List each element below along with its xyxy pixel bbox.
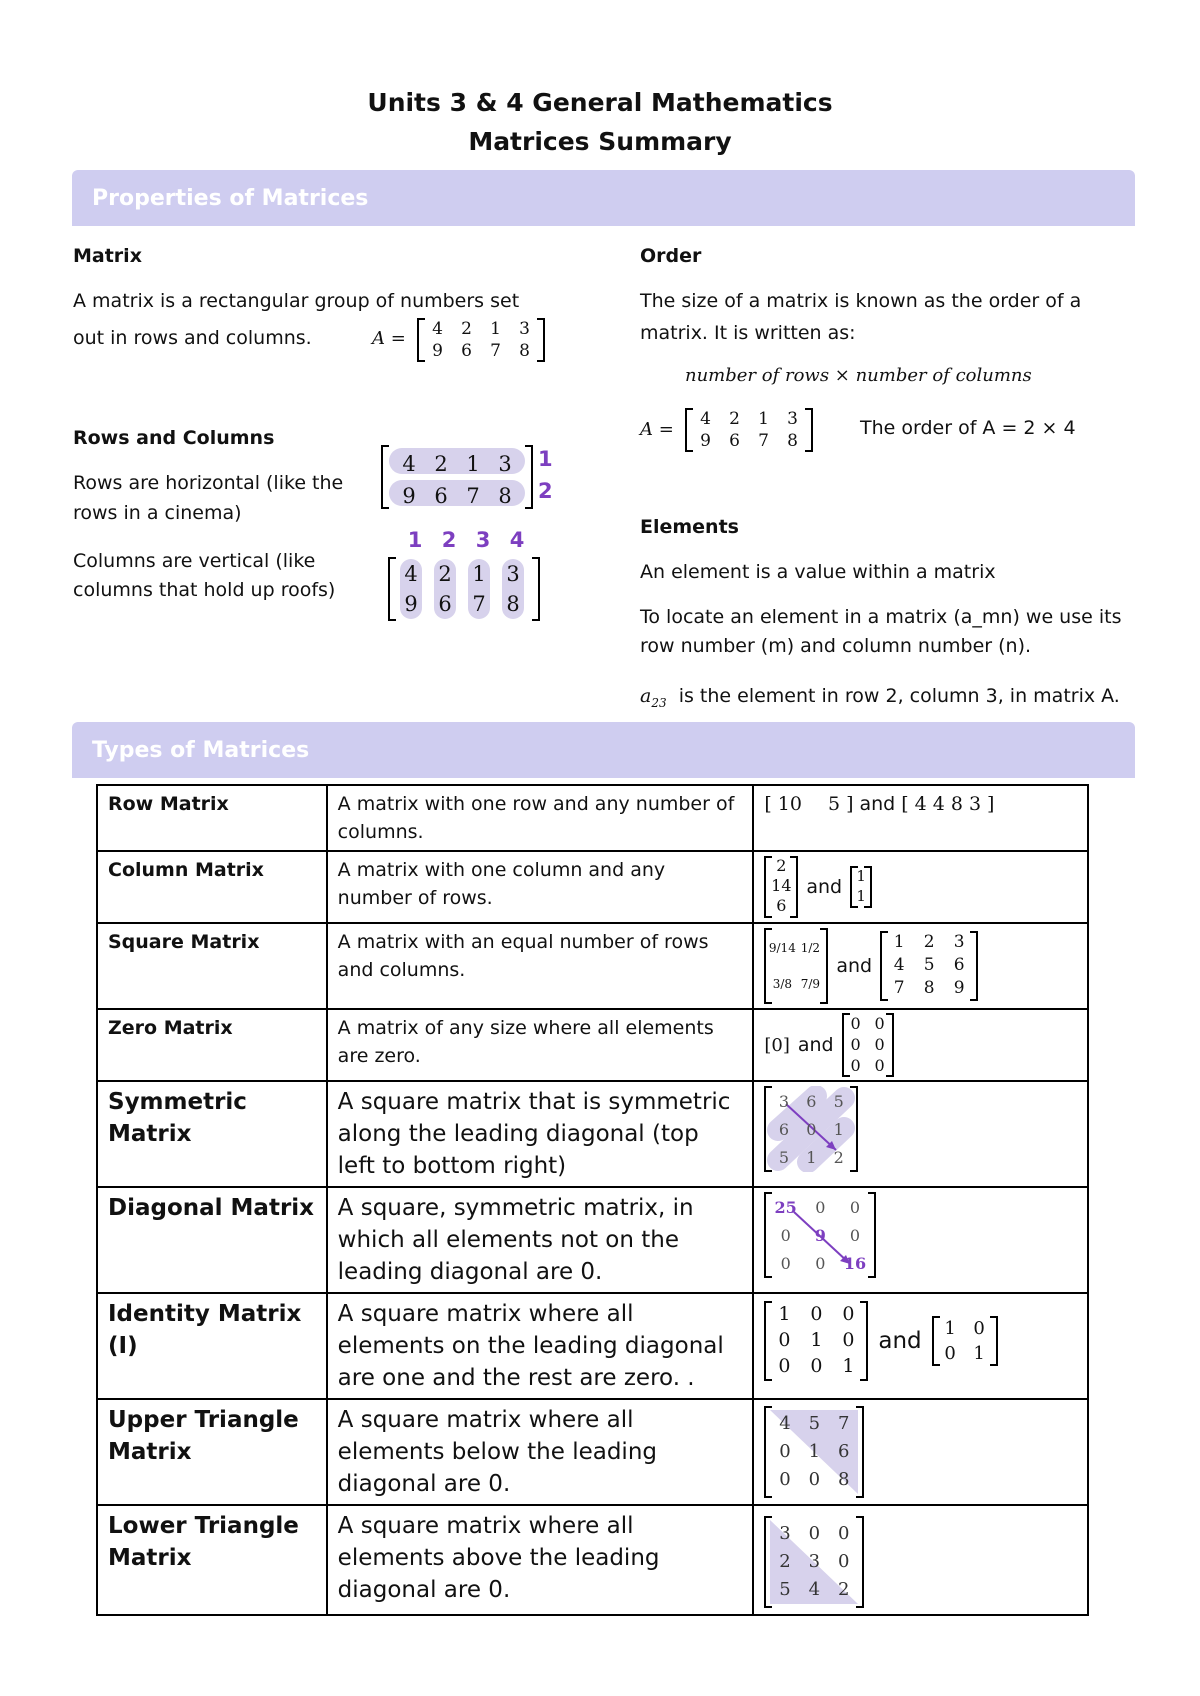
matrix-label: A = xyxy=(372,328,406,349)
type-name: Lower Triangle Matrix xyxy=(97,1505,327,1615)
matrix-cell: 2 xyxy=(923,932,935,952)
matrix-cell: 3 xyxy=(519,319,530,339)
matrix-text-1: A matrix is a rectangular group of numbers set xyxy=(73,290,520,312)
type-example xyxy=(753,1293,1088,1399)
matrix-cell: 6 xyxy=(806,1092,817,1111)
matrix-cell: 4 xyxy=(700,409,711,429)
matrix-cell: 0 xyxy=(810,1355,823,1377)
type-description: A square matrix where all elements below the leading diagonal are 0. xyxy=(327,1399,754,1505)
order-text-1: The size of a matrix is known as the order of a xyxy=(640,290,1082,312)
and-word: and xyxy=(878,1328,922,1354)
elements-example xyxy=(640,685,1120,710)
type-example xyxy=(753,923,1088,1009)
matrix-cell: 2 xyxy=(434,452,448,476)
type-name: Zero Matrix xyxy=(97,1009,327,1081)
matrix-cell: 0 xyxy=(808,1469,821,1490)
table-row xyxy=(97,1187,1088,1293)
matrix-cell: 8 xyxy=(506,592,520,616)
matrix-cell: 7/9 xyxy=(800,977,821,991)
type-name: Square Matrix xyxy=(97,923,327,1009)
matrix-cell: 0 xyxy=(874,1014,885,1033)
matrix-cell: 7 xyxy=(490,341,501,361)
bracket-right-icon: ] xyxy=(987,793,995,815)
type-name: Symmetric Matrix xyxy=(97,1081,327,1187)
section-band-properties: Properties of Matrices xyxy=(72,170,1135,226)
type-name: Column Matrix xyxy=(97,851,327,923)
matrix-cell: 7 xyxy=(837,1413,850,1434)
matrix-text-2: out in rows and columns. xyxy=(73,327,312,349)
matrix-cell: 6 xyxy=(776,896,787,915)
diagonal-matrix-example xyxy=(764,1192,876,1278)
type-description: A square, symmetric matrix, in which all elements not on the leading diagonal are 0. xyxy=(327,1187,754,1293)
matrix-cell: 0 xyxy=(810,1303,823,1325)
matrix-cell: 0 xyxy=(973,1318,985,1339)
matrix-cell: 9 xyxy=(402,484,416,508)
upper-triangle-example xyxy=(764,1406,864,1498)
matrix-cell: 14 xyxy=(771,876,792,895)
matrix-cell: 4 xyxy=(404,562,418,586)
document-title: Units 3 & 4 General Mathematics xyxy=(367,88,833,117)
types-table xyxy=(96,784,1089,1616)
column-numbers xyxy=(398,528,534,552)
type-example xyxy=(753,1187,1088,1293)
type-description: A matrix of any size where all elements are zero. xyxy=(327,1009,754,1081)
matrix-cell: 4 xyxy=(808,1579,821,1600)
matrix-cell: 5 xyxy=(779,1579,791,1600)
column-number: 1 xyxy=(407,528,423,552)
matrix-cell: 1 xyxy=(778,1303,791,1325)
matrix-cell: 1 xyxy=(472,562,486,586)
matrix-cell: 0 xyxy=(874,1056,885,1075)
section-band-types: Types of Matrices xyxy=(72,722,1135,778)
type-description: A matrix with one column and any number of rows. xyxy=(327,851,754,923)
type-example xyxy=(753,851,1088,923)
type-name: Diagonal Matrix xyxy=(97,1187,327,1293)
matrix-cell: 1 xyxy=(893,932,905,952)
columns-text-1: Columns are vertical (like xyxy=(73,550,316,572)
matrix-cell: 1 xyxy=(842,1355,855,1377)
identity-matrix-example xyxy=(932,1316,998,1366)
matrix-cell: 0 xyxy=(850,1035,861,1054)
and-word: and xyxy=(836,955,873,977)
matrix-cell: 1 xyxy=(810,1329,823,1351)
matrix-cell: 7 xyxy=(472,592,486,616)
matrix-cell: 0 xyxy=(806,1120,817,1139)
matrix-cell: 3 xyxy=(779,1523,791,1544)
matrix-cell: 3 xyxy=(498,452,512,476)
matrix-cell: 4 xyxy=(402,452,416,476)
matrix-cell: 9 xyxy=(953,978,965,998)
lower-triangle-example xyxy=(764,1516,864,1608)
table-row xyxy=(97,785,1088,851)
elements-text-1: An element is a value within a matrix xyxy=(640,561,996,583)
type-description: A square matrix that is symmetric along the leading diagonal (top left to bottom right) xyxy=(327,1081,754,1187)
matrix-cell: 1 xyxy=(973,1343,985,1364)
matrix-cell: 2 xyxy=(779,1551,791,1572)
table-row xyxy=(97,1081,1088,1187)
rows-text-2: rows in a cinema) xyxy=(73,502,242,524)
matrix-cell: 3 xyxy=(787,409,798,429)
matrix-cell: 0 xyxy=(780,1254,791,1273)
matrix-cell: 9 xyxy=(404,592,418,616)
matrix-cell: 7 xyxy=(758,431,769,451)
matrix-cell: 2 xyxy=(729,409,740,429)
matrix-cell: 7 xyxy=(893,978,905,998)
matrix-cell: 2 xyxy=(837,1579,850,1600)
matrix-cell: 8 xyxy=(498,484,512,508)
matrix-cell: 0 xyxy=(849,1226,861,1245)
matrix-cell: 6 xyxy=(837,1441,850,1462)
matrix-cell: 1 xyxy=(833,1120,844,1139)
matrix-cell: 3 xyxy=(778,1092,790,1111)
matrix-cell: 1 xyxy=(758,409,769,429)
matrix-cell: 4 xyxy=(914,793,927,815)
matrix-cell: 3 xyxy=(506,562,520,586)
table-row xyxy=(97,923,1088,1009)
table-row xyxy=(97,1293,1088,1399)
matrix-cell: 9 xyxy=(814,1226,826,1245)
matrix-cell: 2 xyxy=(461,319,472,339)
bracket-right-icon: ] xyxy=(846,793,854,815)
matrix-cell: 1 xyxy=(944,1318,956,1339)
type-example xyxy=(753,785,1088,851)
matrix-cell: 8 xyxy=(787,431,798,451)
type-example xyxy=(753,1399,1088,1505)
symmetric-matrix-example xyxy=(764,1086,858,1172)
type-name: Row Matrix xyxy=(97,785,327,851)
matrix-cell: 0 xyxy=(779,1469,791,1490)
row-number: 1 xyxy=(538,447,553,471)
order-formula: number of rows × number of columns xyxy=(685,365,1032,386)
order-matrix xyxy=(685,408,813,452)
matrix-cell: 0 xyxy=(778,1329,791,1351)
and-word: and xyxy=(859,793,896,815)
rows-text-1: Rows are horizontal (like the xyxy=(73,472,344,494)
and-word: and xyxy=(806,876,843,898)
matrix-cell: 5 xyxy=(808,1413,821,1434)
matrix-cell: 3 xyxy=(968,793,982,815)
matrix-cell: 4 xyxy=(893,955,905,975)
matrix-heading: Matrix xyxy=(73,245,142,267)
elements-heading: Elements xyxy=(640,516,739,538)
and-word: and xyxy=(797,1034,834,1056)
matrix-cell: 2 xyxy=(776,856,787,875)
table-row xyxy=(97,1505,1088,1615)
matrix-cell: 4 xyxy=(932,793,945,815)
matrix-cell: 3 xyxy=(953,932,965,952)
matrix-cell: 0 xyxy=(850,1056,861,1075)
identity-matrix-example xyxy=(764,1301,868,1381)
elements-text-2: To locate an element in a matrix (a_mn) we use its xyxy=(640,606,1122,628)
document-subtitle: Matrices Summary xyxy=(468,127,732,156)
matrix-cell: 3/8 xyxy=(772,977,793,991)
matrix-cell: 8 xyxy=(950,793,963,815)
matrix-cell: 6 xyxy=(434,484,448,508)
matrix-cell: 1 xyxy=(466,452,480,476)
element-subscript: 23 xyxy=(651,695,667,710)
columns-text-2: columns that hold up roofs) xyxy=(73,579,336,601)
matrix-cell: 4 xyxy=(432,319,443,339)
matrix-cell: 1 xyxy=(490,319,501,339)
matrix-cell: 0 xyxy=(842,1329,855,1351)
matrix-cell: 1 xyxy=(856,887,866,905)
matrix-cell: 1 xyxy=(856,867,866,885)
column-number: 3 xyxy=(475,528,491,552)
order-label: A = xyxy=(640,419,674,440)
order-result: The order of A = 2 × 4 xyxy=(860,417,1076,439)
matrix-cell: 6 xyxy=(729,431,740,451)
matrix-cell: 0 xyxy=(808,1523,821,1544)
order-text-2: matrix. It is written as: xyxy=(640,322,856,344)
type-example xyxy=(753,1081,1088,1187)
matrix-cell: 1 xyxy=(806,1148,817,1167)
matrix-cell: 0 xyxy=(842,1303,855,1325)
table-row xyxy=(97,1009,1088,1081)
element-symbol: a xyxy=(640,685,652,707)
matrix-cell: 6 xyxy=(438,592,452,616)
square-matrix-example xyxy=(880,931,978,1001)
type-description: A matrix with one row and any number of columns. xyxy=(327,785,754,851)
type-description: A matrix with an equal number of rows and columns. xyxy=(327,923,754,1009)
matrix-cell: 6 xyxy=(778,1120,790,1139)
matrix-cell: 0 xyxy=(850,1014,861,1033)
matrix-cell: 9 xyxy=(432,341,443,361)
matrix-cell: 0 xyxy=(837,1523,850,1544)
matrix-cell: 9/14 xyxy=(768,941,796,955)
column-matrix-example xyxy=(764,856,798,918)
type-description: A square matrix where all elements above the leading diagonal are 0. xyxy=(327,1505,754,1615)
matrix-cell: 1 xyxy=(808,1441,821,1462)
column-matrix-example xyxy=(850,866,872,908)
matrix-cell: 7 xyxy=(466,484,480,508)
matrix-cell: 4 xyxy=(779,1413,791,1434)
matrix-cell: 0 xyxy=(815,1198,826,1217)
type-name: Upper Triangle Matrix xyxy=(97,1399,327,1505)
matrix-cell: 8 xyxy=(519,341,530,361)
columns-highlight-matrix xyxy=(388,557,540,621)
table-row xyxy=(97,851,1088,923)
matrix-cell: 2 xyxy=(438,562,452,586)
matrix-cell: 3 xyxy=(808,1551,821,1572)
matrix-cell: 0 xyxy=(780,1226,791,1245)
matrix-cell: 10 xyxy=(777,793,802,815)
matrix-cell: 0 xyxy=(778,1355,791,1377)
matrix-cell: 0 xyxy=(874,1035,885,1054)
matrix-cell: 0 xyxy=(944,1343,956,1364)
matrix-cell: 0 xyxy=(837,1551,850,1572)
zero-matrix-example xyxy=(842,1013,894,1077)
matrix-example xyxy=(417,318,545,362)
matrix-cell: 1/2 xyxy=(800,941,821,955)
elements-text-3: row number (m) and column number (n). xyxy=(640,635,1032,657)
type-example xyxy=(753,1009,1088,1081)
rows-columns-heading: Rows and Columns xyxy=(73,427,275,449)
matrix-cell: 25 xyxy=(774,1198,797,1217)
bracket-left-icon: [ xyxy=(901,793,909,815)
matrix-cell: 16 xyxy=(843,1254,867,1273)
matrix-cell: 5 xyxy=(827,793,841,815)
rows-highlight-matrix xyxy=(381,445,533,509)
matrix-cell: 2 xyxy=(833,1148,844,1167)
column-number: 4 xyxy=(509,528,525,552)
type-description: A square matrix where all elements on the leading diagonal are one and the rest are zero. . xyxy=(327,1293,754,1399)
column-number: 2 xyxy=(441,528,457,552)
matrix-cell: 5 xyxy=(778,1148,790,1167)
table-row xyxy=(97,1399,1088,1505)
element-example-text: is the element in row 2, column 3, in matrix A. xyxy=(678,685,1120,707)
matrix-cell: 6 xyxy=(461,341,472,361)
bracket-left-icon: [ xyxy=(764,793,772,815)
matrix-cell: 5 xyxy=(923,955,935,975)
matrix-cell: 6 xyxy=(953,955,965,975)
matrix-cell: 0 xyxy=(849,1198,861,1217)
matrix-cell: 8 xyxy=(837,1469,850,1490)
matrix-cell: 5 xyxy=(833,1092,844,1111)
matrix-cell: 0 xyxy=(815,1254,826,1273)
type-name: Identity Matrix (I) xyxy=(97,1293,327,1399)
matrix-cell: 0 xyxy=(779,1441,791,1462)
zero-matrix-small: [0] xyxy=(764,1034,790,1056)
matrix-cell: 0 xyxy=(771,1034,783,1056)
matrix-cell: 8 xyxy=(923,978,935,998)
order-heading: Order xyxy=(640,245,702,267)
row-number: 2 xyxy=(538,479,553,503)
type-example xyxy=(753,1505,1088,1615)
square-matrix-example xyxy=(764,928,828,1004)
matrix-cell: 9 xyxy=(700,431,711,451)
